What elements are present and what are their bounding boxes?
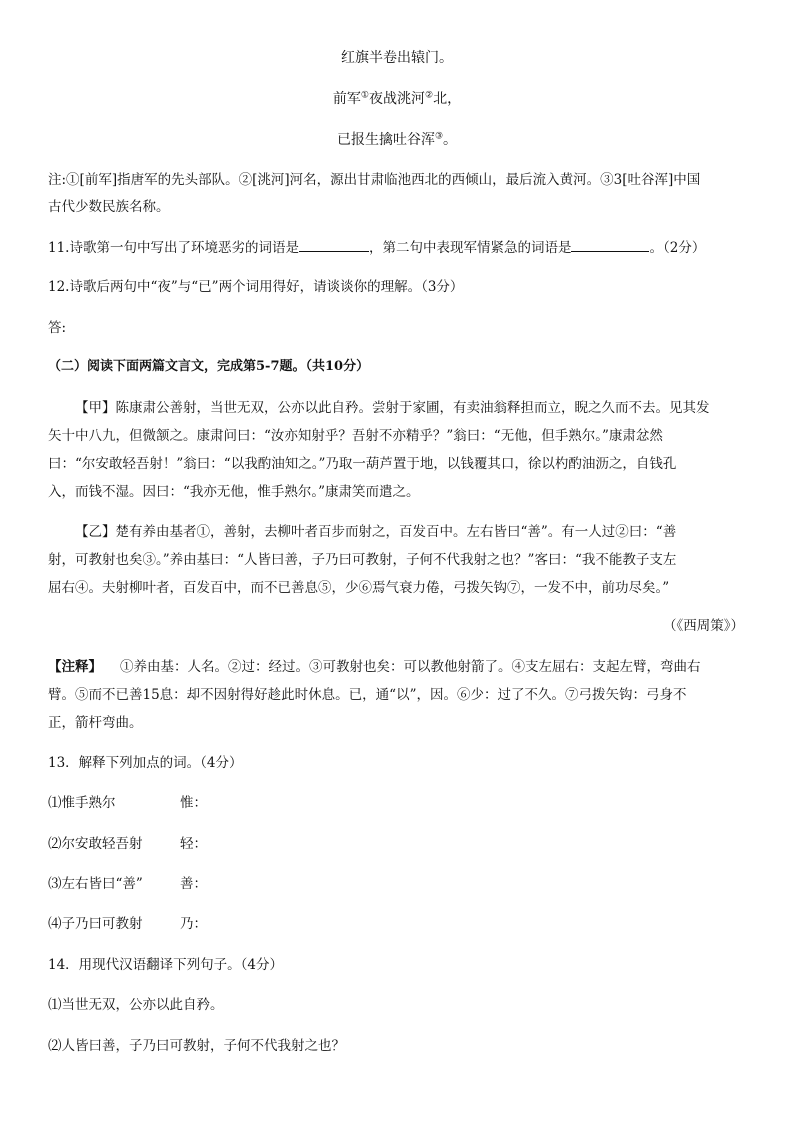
q13-phrase: ⑴惟手熟尔 (48, 795, 116, 811)
q13-item (48, 793, 207, 813)
question-11 (48, 237, 705, 258)
annotation-label: 【注释】 (48, 659, 102, 675)
footnote-marker: ③ (434, 131, 444, 142)
poem-line-2 (0, 89, 794, 109)
passage-jia-line-1: 【甲】陈康肃公善射，当世无双，公亦以此自矜。尝射于家圃，有卖油翁释担而立，睨之久而不去。见其发 (75, 400, 710, 416)
question-14-title: 14．用现代汉语翻译下列句子。（4分） (48, 957, 284, 973)
q13-word: 惟： (180, 795, 207, 811)
question-text: ，第二句中表现军情紧急的词语是 (368, 240, 572, 256)
passage-yi-line-2: 射，可教射也矣③。”养由基曰：“人皆曰善，子乃曰可教射，子何不代我射之也？”客曰：“我不能教子支左 (48, 552, 677, 568)
passage-jia-line-4: 入，而钱不湿。因曰：“我亦无他，惟手熟尔。”康肃笑而遣之。 (48, 484, 420, 500)
answer-blank[interactable] (571, 237, 649, 252)
question-text: 11.诗歌第一句中写出了环境恶劣的词语是 (48, 240, 299, 256)
section-title: （二）阅读下面两篇文言文，完成第5-7题。（共10分） (48, 359, 370, 374)
passage-jia-line-3: 曰：“尔安敢轻吾射！”翁曰：“以我酌油知之。”乃取一葫芦置于地，以钱覆其口，徐以杓酌油沥之，自钱孔 (48, 456, 677, 472)
poem-note-line-1: 注:①[前军]指唐军的先头部队。②[洮河]河名，源出甘肃临池西北的西倾山，最后流入黄河。③3[吐谷浑]中国 (48, 172, 701, 188)
poem-text: 前军 (332, 91, 361, 107)
q13-phrase: ⑵尔安敢轻吾射 (48, 836, 143, 852)
annotation-line-2: 臂。⑤而不已善15息：却不因射得好趁此时休息。已，通“以”，因。⑥少：过了不久。⑦弓拨矢钩：弓身不 (48, 687, 687, 703)
answer-blank[interactable] (299, 237, 369, 252)
q14-item: ⑴当世无双，公亦以此自矜。 (48, 997, 224, 1013)
question-13-title: 13．解释下列加点的词。（4分） (48, 755, 243, 771)
question-12: 12.诗歌后两句中“夜”与“已”两个词用得好，请谈谈你的理解。（3分） (48, 279, 464, 295)
poem-text: 。 (443, 132, 458, 148)
q13-word: 乃： (180, 916, 207, 932)
question-text: 。（2分） (649, 240, 706, 256)
q13-item (48, 914, 207, 934)
poem-text: 已报生擒吐谷浑 (336, 132, 435, 148)
passage-jia-line-2: 矢十中八九，但微颔之。康肃问曰：“汝亦知射乎？吾射不亦精乎？”翁曰：“无他，但手熟尔。”康肃忿然 (48, 428, 663, 444)
answer-label: 答: (48, 320, 67, 336)
poem-text: 北， (433, 91, 462, 107)
q14-item: ⑵人皆曰善，子乃曰可教射，子何不代我射之也？ (48, 1038, 345, 1054)
q13-phrase: ⑷子乃曰可教射 (48, 916, 143, 932)
q13-phrase: ⑶左右皆曰“善” (48, 876, 143, 892)
annotation-line-1 (48, 657, 701, 677)
q13-item (48, 874, 207, 894)
passage-yi-line-1: 【乙】楚有养由基者①，善射，去柳叶者百步而射之，百发百中。左右皆曰“善”。有一人过②曰：“善 (75, 524, 677, 540)
poem-text: 红旗半卷出辕门。 (341, 50, 453, 66)
q13-item (48, 834, 207, 854)
passage-yi-line-3: 屈右④。夫射柳叶者，百发百中，而不已善息⑤，少⑥焉气衰力倦，弓拨矢钩⑦，一发不中，前功尽矣。” (48, 580, 670, 596)
footnote-marker: ① (360, 90, 369, 101)
annotation-text: ①养由基：人名。②过：经过。③可教射也矣：可以教他射箭了。④支左屈右：支起左臂，弯曲右 (120, 659, 701, 675)
poem-line-1 (0, 48, 794, 68)
footnote-marker: ② (425, 90, 434, 101)
annotation-line-3: 正，箭杆弯曲。 (48, 715, 143, 731)
poem-text: 夜战洮河 (369, 91, 425, 107)
poem-note-line-2: 古代少数民族名称。 (48, 199, 170, 215)
source-citation: （《西周策》） (663, 618, 744, 634)
q13-word: 善： (180, 876, 207, 892)
poem-line-3 (0, 130, 794, 150)
q13-word: 轻： (180, 836, 207, 852)
